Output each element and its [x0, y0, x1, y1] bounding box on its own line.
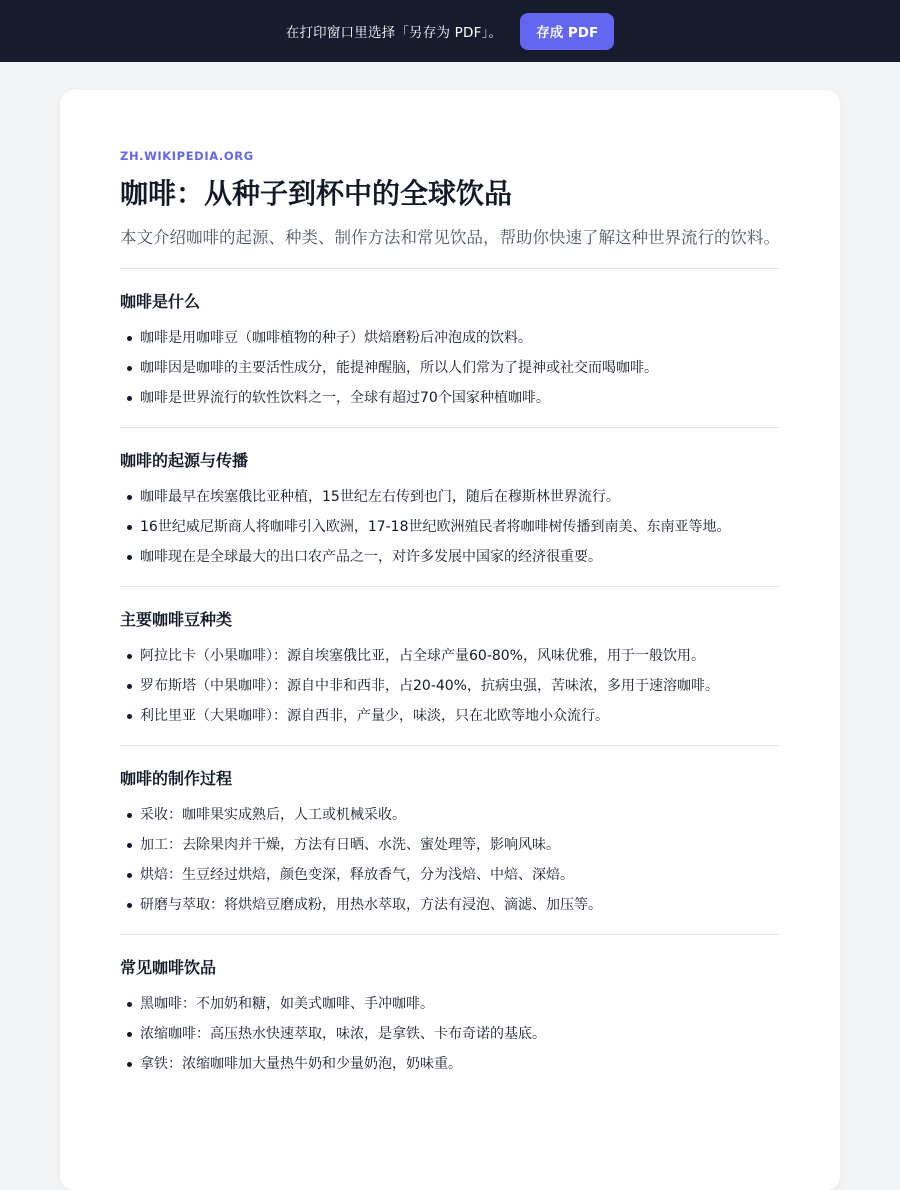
article-title: 咖啡：从种子到杯中的全球饮品	[120, 177, 513, 210]
bullet-text: 咖啡是用咖啡豆（咖啡植物的种子）烘焙磨粉后冲泡成的饮料。	[140, 330, 532, 346]
bullet-text: 16世纪威尼斯商人将咖啡引入欧洲，17-18世纪欧洲殖民者将咖啡树传播到南美、东南亚等地。	[140, 519, 731, 535]
bullet-dot-icon	[127, 1002, 132, 1007]
bullet-dot-icon	[127, 336, 132, 341]
bullet-dot-icon	[127, 1032, 132, 1037]
section-bullet-list	[120, 800, 780, 920]
bullet-dot-icon	[127, 495, 132, 500]
section-bullet-list	[120, 323, 780, 413]
bullet-dot-icon	[127, 903, 132, 908]
bullet-dot-icon	[127, 396, 132, 401]
article-section	[120, 428, 780, 586]
bullet-item	[120, 989, 780, 1019]
bullet-dot-icon	[127, 684, 132, 689]
article-sections	[120, 269, 780, 1093]
bullet-item	[120, 482, 780, 512]
print-hint-text: 在打印窗口里选择「另存为 PDF」。	[285, 25, 503, 41]
bullet-text: 咖啡是世界流行的软性饮料之一，全球有超过70个国家种植咖啡。	[140, 390, 550, 406]
bullet-text: 采收：咖啡果实成熟后，人工或机械采收。	[140, 807, 406, 823]
section-bullet-list	[120, 482, 780, 572]
bullet-text: 加工：去除果肉并干燥，方法有日晒、水洗、蜜处理等，影响风味。	[140, 837, 560, 853]
bullet-item	[120, 1019, 780, 1049]
bullet-dot-icon	[127, 366, 132, 371]
article-section	[120, 935, 780, 1093]
bullet-item	[120, 512, 780, 542]
bullet-text: 烘焙：生豆经过烘焙，颜色变深，释放香气，分为浅焙、中焙、深焙。	[140, 867, 574, 883]
section-title: 咖啡的制作过程	[120, 769, 233, 788]
bullet-item	[120, 830, 780, 860]
bullet-item	[120, 641, 780, 671]
bullet-text: 咖啡现在是全球最大的出口农产品之一，对许多发展中国家的经济很重要。	[140, 549, 602, 565]
bullet-dot-icon	[127, 654, 132, 659]
section-title: 咖啡是什么	[120, 292, 201, 311]
bullet-dot-icon	[127, 813, 132, 818]
bullet-dot-icon	[127, 1062, 132, 1067]
article-source: ZH.WIKIPEDIA.ORG	[120, 149, 254, 163]
bullet-item	[120, 671, 780, 701]
bullet-dot-icon	[127, 525, 132, 530]
bullet-text: 研磨与萃取：将烘焙豆磨成粉，用热水萃取，方法有浸泡、滴滤、加压等。	[140, 897, 602, 913]
bullet-text: 浓缩咖啡：高压热水快速萃取，味浓，是拿铁、卡布奇诺的基底。	[140, 1026, 546, 1042]
bullet-text: 黑咖啡：不加奶和糖，如美式咖啡、手冲咖啡。	[140, 996, 434, 1012]
article-section	[120, 269, 780, 427]
bullet-dot-icon	[127, 714, 132, 719]
section-title: 主要咖啡豆种类	[120, 610, 233, 629]
article-section	[120, 587, 780, 745]
bullet-text: 拿铁：浓缩咖啡加大量热牛奶和少量奶泡，奶味重。	[140, 1056, 462, 1072]
article-section	[120, 746, 780, 934]
bullet-item	[120, 890, 780, 920]
bullet-text: 咖啡因是咖啡的主要活性成分，能提神醒脑，所以人们常为了提神或社交而喝咖啡。	[140, 360, 658, 376]
bullet-item	[120, 1049, 780, 1079]
section-title: 常见咖啡饮品	[120, 958, 217, 977]
bullet-item	[120, 383, 780, 413]
bullet-text: 利比里亚（大果咖啡）：源自西非，产量少，味淡，只在北欧等地小众流行。	[140, 708, 609, 724]
article-card	[60, 90, 840, 1190]
bullet-dot-icon	[127, 555, 132, 560]
bullet-item	[120, 542, 780, 572]
article-content	[120, 148, 780, 1093]
print-toolbar	[0, 0, 900, 62]
section-title: 咖啡的起源与传播	[120, 451, 249, 470]
section-bullet-list	[120, 989, 780, 1079]
bullet-text: 阿拉比卡（小果咖啡）：源自埃塞俄比亚，占全球产量60-80%，风味优雅，用于一般饮用。	[140, 648, 705, 664]
bullet-item	[120, 860, 780, 890]
bullet-text: 咖啡最早在埃塞俄比亚种植，15世纪左右传到也门，随后在穆斯林世界流行。	[140, 489, 620, 505]
bullet-text: 罗布斯塔（中果咖啡）：源自中非和西非，占20-40%，抗病虫强，苦味浓，多用于速溶咖啡。	[140, 678, 719, 694]
article-subtitle: 本文介绍咖啡的起源、种类、制作方法和常见饮品，帮助你快速了解这种世界流行的饮料。	[120, 228, 780, 247]
save-pdf-button[interactable]: 存成 PDF	[520, 13, 614, 50]
section-bullet-list	[120, 641, 780, 731]
bullet-item	[120, 701, 780, 731]
bullet-item	[120, 323, 780, 353]
bullet-item	[120, 800, 780, 830]
bullet-item	[120, 353, 780, 383]
bullet-dot-icon	[127, 873, 132, 878]
bullet-dot-icon	[127, 843, 132, 848]
